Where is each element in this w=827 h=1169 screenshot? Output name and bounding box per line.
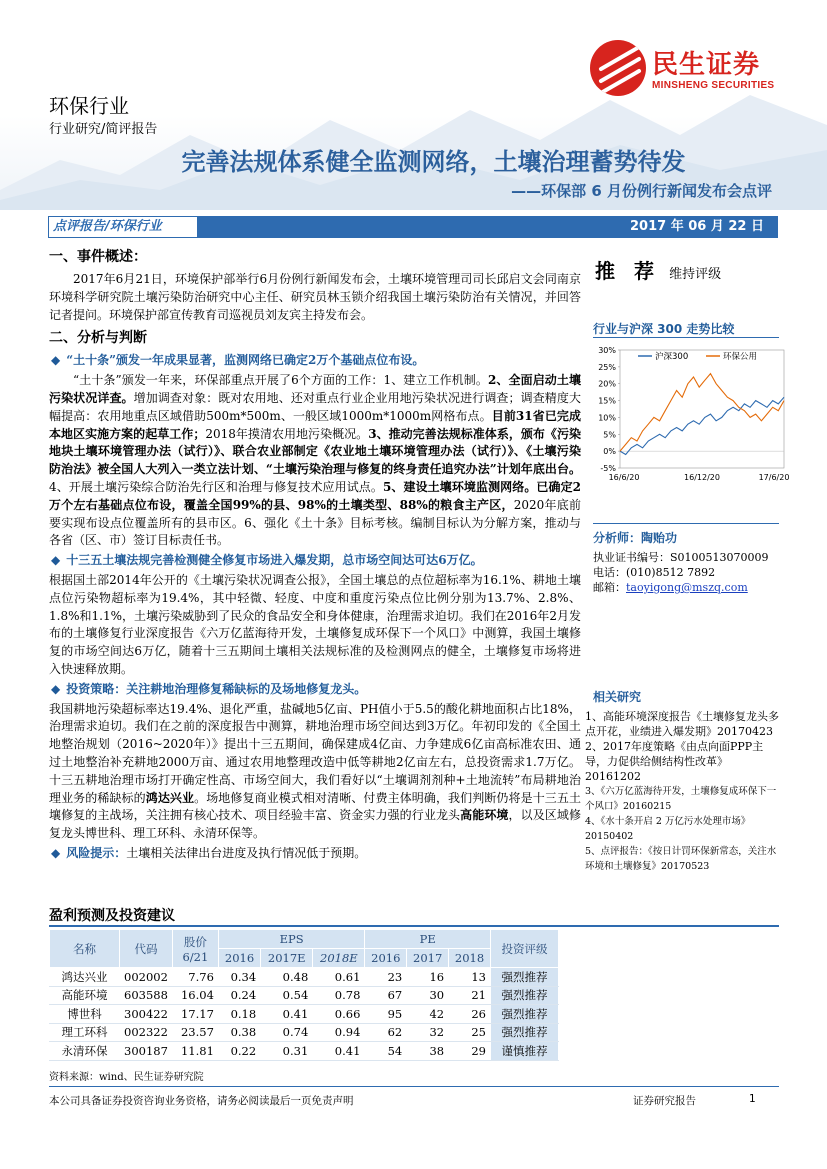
related-item[interactable]: 3、《六万亿蓝海待开发，土壤修复成环保下一个风口》20160215 — [585, 786, 777, 812]
related-title: 相关研究 — [593, 690, 642, 704]
analyst-email-row: 邮箱：taoyigong@mszq.com — [593, 581, 748, 594]
bullet-2 — [49, 552, 581, 570]
p1-c: 增加调查对象：既对农用地、还对重点行业企业用地污染状况进行调查；调查精度大幅提高：农用地重点区域借助500m*500m、一般区域1000m*1000m网格布点。 — [49, 390, 581, 423]
forecast-table — [49, 929, 559, 1061]
table-row — [50, 986, 559, 1005]
bullet-4 — [49, 845, 581, 863]
section-2-title: 二、分析与判断 — [49, 330, 147, 347]
bullet-diamond-icon: ◆ — [51, 353, 61, 368]
report-subtitle: ——环保部 6 月份例行新闻发布会点评 — [511, 182, 772, 200]
y-tick-label: 25% — [598, 362, 616, 372]
p1-g: 4、开展土壤污染综合防治先行区和治理与修复技术应用试点。 — [49, 479, 383, 494]
logo-mark-icon — [590, 40, 646, 96]
report-title: 完善法规体系健全监测网络，土壤治理蓄势待发 — [181, 148, 686, 176]
cell-name: 博世科 — [50, 1005, 120, 1024]
analyst-name: 陶贻功 — [641, 531, 678, 545]
cell-eps: 0.24 — [218, 986, 260, 1005]
main-content — [49, 247, 581, 865]
bullet-4-text: 土壤相关法律出台进度及执行情况低于预期。 — [126, 845, 367, 860]
cell-eps: 0.34 — [218, 968, 260, 987]
cell-code: 002322 — [120, 1023, 173, 1042]
related-item[interactable]: 1、高能环境深度报告《土壤修复龙头多点开花，业绩进入爆发期》20170423 — [585, 710, 779, 738]
th-code: 代码 — [120, 930, 173, 968]
x-tick-label: 16/12/20 — [684, 473, 720, 482]
th-pe-year: 2018 — [449, 949, 491, 968]
footer-disclaimer: 本公司具备证券投资咨询业务资格，请务必阅读最后一页免责声明 — [49, 1095, 354, 1107]
cell-code: 002002 — [120, 968, 173, 987]
cell-eps: 0.74 — [261, 1023, 313, 1042]
p1-e: 2018年摸清农用地污染概况。 — [205, 426, 369, 441]
bullet-4-label: 风险提示： — [66, 845, 127, 860]
series-line-env — [620, 374, 784, 452]
table-source: 资料来源：wind、民生证券研究院 — [49, 1072, 204, 1083]
company-logo — [590, 40, 790, 100]
cell-eps: 0.78 — [313, 986, 365, 1005]
p3-e: ，以及区域修复龙头博世科、理工环科、永清环保等。 — [49, 808, 581, 841]
p3-c: 。场地修复商业模式相对清晰、付费主体明确，我们判断仍将是十三五土壤修复的主战场，关注拥有核心技术、项目经验丰富、资金实力强的行业龙头 — [49, 790, 581, 823]
page-number: 1 — [749, 1093, 756, 1105]
y-tick-label: 30% — [598, 346, 616, 355]
chart-axes — [598, 346, 789, 482]
cell-pe: 26 — [449, 1005, 491, 1024]
cell-rating: 强烈推荐 — [491, 968, 559, 987]
th-eps-year: 2017E — [261, 949, 313, 968]
cell-pe: 32 — [407, 1023, 449, 1042]
analyst-email-link[interactable]: taoyigong@mszq.com — [626, 581, 748, 594]
table-row — [50, 1005, 559, 1024]
chart-legend — [638, 351, 757, 362]
legend-label: 沪深300 — [655, 352, 689, 362]
cell-rating: 强烈推荐 — [491, 986, 559, 1005]
related-research — [585, 690, 781, 874]
cell-rating: 强烈推荐 — [491, 1023, 559, 1042]
report-info-bar — [48, 216, 778, 238]
th-name: 名称 — [50, 930, 120, 968]
related-item[interactable]: 5、点评报告：《按日计罚环保新常态，关注水环境和土壤修复》20170523 — [585, 846, 777, 872]
x-tick-label: 16/6/20 — [608, 473, 640, 482]
cell-name: 鸿达兴业 — [50, 968, 120, 987]
th-eps: EPS — [218, 930, 364, 949]
forecast-title: 盈利预测及投资建议 — [49, 908, 175, 924]
cell-code: 300187 — [120, 1042, 173, 1061]
analyst-divider — [593, 523, 779, 524]
y-tick-label: 5% — [603, 430, 616, 440]
cell-pe: 21 — [449, 986, 491, 1005]
cell-price: 16.04 — [172, 986, 218, 1005]
p1-a: “土十条”颁发一年来，环保部重点开展了6个方面的工作：1、建立工作机制。 — [73, 373, 488, 388]
logo-name-en: MINSHENG SECURITIES — [652, 80, 775, 91]
cell-eps: 0.18 — [218, 1005, 260, 1024]
cell-price: 23.57 — [172, 1023, 218, 1042]
paragraph-1 — [49, 372, 581, 550]
p1-b: 2、全面启动土壤污染状况详查。 — [49, 373, 582, 405]
cell-eps: 0.41 — [313, 1042, 365, 1061]
paragraph-2: 根据国土部2014年公开的《土壤污染状况调查公报》，全国土壤总的点位超标率为16.1%、耕地土壤点位污染物超标率为19.4%，其中轻微、轻度、中度和重度污染点位比例分别为13.7%、2.8%、1.8%和1.1%，土壤污染威胁到了民众的食品安全和身体健康，治理需求迫切。我们在2016年2月发布的土壤修复行业深度报告《六万亿蓝海待开发，土壤修复成环保下一个风口》中测算，我国土壤修复的市场空间达6万亿，随着十三五期间土壤相关法规标准的及检测网点的健全，土壤修复市场将进入快速释放期。 — [49, 572, 581, 676]
cell-pe: 42 — [407, 1005, 449, 1024]
cell-pe: 54 — [365, 1042, 407, 1061]
bullet-diamond-icon: ◆ — [51, 681, 61, 696]
cell-pe: 25 — [449, 1023, 491, 1042]
chart-title-divider — [593, 337, 779, 338]
y-tick-label: 20% — [598, 379, 616, 389]
cell-eps: 0.22 — [218, 1042, 260, 1061]
cell-eps: 0.48 — [261, 968, 313, 987]
section-1-text: 2017年6月21日，环境保护部举行6月份例行新闻发布会，土壤环境管理司司长邱启文会同南京环境科学研究院土壤污染防治研究中心主任、研究员林玉锁介绍我国土壤污染防治有关情况，并回答记者提问。环境保护部宣传教育司巡视员刘友宾主持发布会。 — [49, 272, 581, 322]
related-item[interactable]: 4、《水十条开启 2 万亿污水处理市场》20150402 — [585, 816, 751, 842]
th-eps-year: 2016 — [218, 949, 260, 968]
bullet-diamond-icon: ◆ — [51, 553, 61, 568]
cell-pe: 23 — [365, 968, 407, 987]
cell-pe: 29 — [449, 1042, 491, 1061]
analyst-info — [593, 531, 769, 595]
p3-b: 鸿达兴业 — [145, 790, 195, 805]
bullet-3 — [49, 681, 581, 699]
bullet-3-text: 投资策略：关注耕地治理修复稀缺标的及场地修复龙头。 — [66, 681, 367, 696]
cell-name: 高能环境 — [50, 986, 120, 1005]
section-1-title: 一、事件概述： — [49, 249, 147, 265]
cell-price: 17.17 — [172, 1005, 218, 1024]
cell-price: 11.81 — [172, 1042, 218, 1061]
p1-d: 目前31省已完成本地区实施方案的起草工作； — [49, 408, 582, 441]
chart-title: 行业与沪深 300 走势比较 — [593, 322, 735, 336]
cell-rating: 谨慎推荐 — [491, 1042, 559, 1061]
th-price: 股价 6/21 — [172, 930, 218, 968]
cell-pe: 30 — [407, 986, 449, 1005]
cell-pe: 67 — [365, 986, 407, 1005]
x-tick-label: 17/6/20 — [758, 473, 790, 482]
cell-eps: 0.94 — [313, 1023, 365, 1042]
cell-eps: 0.61 — [313, 968, 365, 987]
cell-pe: 13 — [449, 968, 491, 987]
report-category-box — [48, 216, 198, 238]
chart-frame — [620, 350, 784, 468]
cell-pe: 95 — [365, 1005, 407, 1024]
related-list — [585, 709, 781, 874]
report-date: 2017 年 06 月 22 日 — [630, 219, 764, 234]
performance-chart — [590, 340, 790, 500]
y-tick-label: 15% — [598, 396, 616, 406]
forecast-divider — [49, 925, 779, 927]
cell-price: 7.76 — [172, 968, 218, 987]
th-eps-year: 2018E — [313, 949, 365, 968]
footer-label: 证券研究报告 — [633, 1095, 696, 1107]
chart-series — [620, 374, 784, 455]
th-rating: 投资评级 — [491, 930, 559, 968]
rating-note: 维持评级 — [669, 267, 722, 282]
report-type: 行业研究/简评报告 — [49, 122, 158, 137]
th-pe-year: 2017 — [407, 949, 449, 968]
cell-pe: 16 — [407, 968, 449, 987]
logo-name-cn: 民生证券 — [652, 50, 761, 80]
analyst-phone: 电话：(010)8512 7892 — [593, 566, 716, 579]
cell-pe: 38 — [407, 1042, 449, 1061]
y-tick-label: 0% — [603, 447, 616, 457]
series-line-hs300 — [620, 397, 784, 454]
cell-name: 理工环科 — [50, 1023, 120, 1042]
p3-a: 我国耕地污染超标率达19.4%、退化严重，盐碱地5亿亩、PH值小于5.5的酸化耕地面积占比18%，治理需求迫切。我们在之前的深度报告中测算，耕地治理市场空间达到3万亿。年初印发的《全国土地整治规划（2016~2020年）》提出十三五期间，确保建成4亿亩、力争建成6亿亩高标准农田、通过土地整治补充耕地2000万亩、通过农用地整理改造中低等耕地2亿亩左右，总投资需求1.7万亿。十三五耕地治理市场打开确定性高、市场空间大，我们看好以“土壤调剂剂种+土地流转”布局耕地治理业务的稀缺标的 — [49, 701, 581, 805]
related-item[interactable]: 2、2017年度策略《由点向面PPP主导，力促供给侧结构性改革》20161202 — [585, 740, 764, 783]
cell-eps: 0.66 — [313, 1005, 365, 1024]
analyst-heading: 分析师：陶贻功 — [593, 531, 678, 545]
cell-eps: 0.31 — [261, 1042, 313, 1061]
y-tick-label: 10% — [598, 413, 616, 423]
p1-i: 2020年底前要实现布设点位覆盖所有的县市区。6、强化《土十条》目标考核。编制目标认为分解方案，推动与各省（区、市）签订目标责任书。 — [49, 497, 581, 548]
legend-label: 环保公用 — [723, 352, 758, 362]
th-pe-year: 2016 — [365, 949, 407, 968]
table-row — [50, 1042, 559, 1061]
cell-pe: 62 — [365, 1023, 407, 1042]
table-row — [50, 1023, 559, 1042]
footer — [49, 1086, 779, 1107]
analyst-cert: 执业证书编号：S0100513070009 — [593, 551, 769, 564]
cell-eps: 0.41 — [261, 1005, 313, 1024]
industry-label: 环保行业 — [49, 94, 129, 118]
cell-code: 603588 — [120, 986, 173, 1005]
y-tick-label: -5% — [600, 464, 616, 473]
bullet-1 — [49, 352, 581, 370]
p3-d: 高能环境 — [460, 808, 509, 823]
cell-name: 永清环保 — [50, 1042, 120, 1061]
bullet-diamond-icon: ◆ — [51, 845, 61, 860]
paragraph-3 — [49, 701, 581, 843]
cell-eps: 0.54 — [261, 986, 313, 1005]
cell-code: 300422 — [120, 1005, 173, 1024]
rating-label: 推 荐 — [595, 259, 660, 283]
bullet-1-text: “土十条”颁发一年成果显著，监测网络已确定2万个基础点位布设。 — [66, 353, 425, 368]
p1-f: 3、推动完善法规标准体系，颁布《污染地块土壤环境管理办法（试行）》、联合农业部制定《农业地土壤环境管理办法（试行）》、《土壤污染防治法》被全国人大列入一类立法计划、“土壤污染治理与修复的终身责任追究办法”计划年底出台。 — [49, 426, 581, 477]
p1-h: 5、建设土壤环境监测网络。已确定2万个左右基础点位布设，覆盖全国99%的县、98%的土壤类型、88%的粮食主产区， — [49, 479, 581, 512]
table-row — [50, 968, 559, 987]
bullet-2-text: 十三五土壤法规完善检测健全修复市场进入爆发期，总市场空间达可达6万亿。 — [66, 553, 483, 568]
cell-rating: 强烈推荐 — [491, 1005, 559, 1024]
rating-box — [595, 255, 721, 284]
cell-eps: 0.38 — [218, 1023, 260, 1042]
th-pe: PE — [365, 930, 491, 949]
report-category: 点评报告/环保行业 — [53, 219, 162, 234]
